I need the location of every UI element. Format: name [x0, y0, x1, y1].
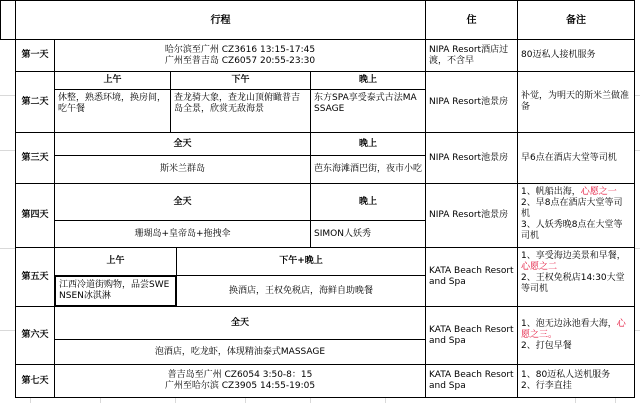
day-6-label: 第六天: [15, 306, 55, 365]
day-3-label: 第三天: [15, 132, 55, 184]
day-3-evening: 芭东海滩酒巴街，夜市小吃: [310, 155, 426, 184]
day-2-evening-header: 晚上: [310, 71, 426, 90]
day-4-allday: 珊瑚岛+皇帝岛+拖拽伞: [54, 220, 311, 248]
day-6-hotel: KATA Beach Resort and Spa: [425, 306, 518, 365]
day-2-afternoon-header: 下午: [170, 71, 311, 90]
day-5-morning-header: 上午: [54, 247, 177, 276]
day-3-allday-header: 全天: [54, 132, 311, 156]
day-6-notes: 1、泡无边泳池看大海，心愿之三。 2、打包早餐: [517, 306, 635, 365]
header-notes: 备注: [517, 0, 635, 40]
day-4-evening: SIMON人妖秀: [310, 220, 426, 248]
day-7-flights: 普吉岛至广州 CZ6054 3:50-8：15 广州至哈尔滨 CZ3905 14:55-19:05: [54, 364, 426, 398]
wish-highlight: 心愿之三。: [521, 319, 626, 340]
day-7-label: 第七天: [15, 364, 55, 398]
day-1-label: 第一天: [15, 39, 55, 72]
day-5-afternoon-evening: 换酒店，王权免税店，海鲜自助晚餐: [176, 275, 426, 307]
day-5-hotel: KATA Beach Resort and Spa: [425, 247, 518, 307]
day-2-morning-header: 上午: [54, 71, 171, 90]
day-2-evening: 东方SPA享受泰式古法MASSAGE: [310, 89, 426, 133]
day-3-evening-header: 晚上: [310, 132, 426, 156]
day-5-afternoon-evening-header: 下午+晚上: [176, 247, 426, 276]
day-1-notes: 80迈私人接机服务: [517, 39, 635, 72]
day-3-allday: 斯米兰群岛: [54, 155, 311, 184]
day-6-allday: 泡酒店，吃龙虾，体现精油泰式MASSAGE: [54, 339, 426, 365]
day-4-evening-header: 晚上: [310, 183, 426, 221]
day-2-hotel: NIPA Resort池景房: [425, 71, 518, 133]
day-6-allday-header: 全天: [54, 306, 426, 340]
day-2-afternoon: 查龙骑大象，查龙山顶俯瞰普吉岛全景，欣赏无敌海景: [170, 89, 311, 133]
day-7-notes: 1、80迈私人送机服务 2、行李直挂: [517, 364, 635, 398]
day-2-notes: 补觉，为明天的斯米兰做准备: [517, 71, 635, 133]
day-2-label: 第二天: [15, 71, 55, 133]
day-5-notes: 1、享受海边美景和早餐，心愿之二 2、王权免税店14:30大堂等司机: [517, 247, 635, 307]
day-3-hotel: NIPA Resort池景房: [425, 132, 518, 184]
day-5-label: 第五天: [15, 247, 55, 307]
wish-highlight: 心愿之二: [521, 262, 558, 272]
day-4-notes: 1、帆船出海，心愿之一 2、早8点在酒店大堂等司机 3、人妖秀晚8点在大堂等司机: [517, 183, 635, 248]
header-itinerary: 行程: [15, 0, 426, 40]
day-1-flights: 哈尔滨至广州 CZ3616 13:15-17:45 广州至普吉岛 CZ6057 20:55-23:30: [54, 39, 426, 72]
day-3-notes: 早6点在酒店大堂等司机: [517, 132, 635, 184]
header-hotel: 住: [425, 0, 518, 40]
wish-highlight: 心愿之一: [580, 187, 617, 197]
day-2-morning: 休整，熟悉环境，换房间，吃午餐: [54, 89, 171, 133]
day-5-morning: 江西冷道街购物，品尝SWENSEN冰淇淋: [54, 275, 177, 307]
day-1-hotel: NIPA Resort酒店过渡，不含早: [425, 39, 518, 72]
day-4-label: 第四天: [15, 183, 55, 248]
day-7-hotel: KATA Beach Resort and Spa: [425, 364, 518, 398]
header-corner: [0, 0, 16, 40]
day-4-hotel: NIPA Resort池景房: [425, 183, 518, 248]
day-4-allday-header: 全天: [54, 183, 311, 221]
